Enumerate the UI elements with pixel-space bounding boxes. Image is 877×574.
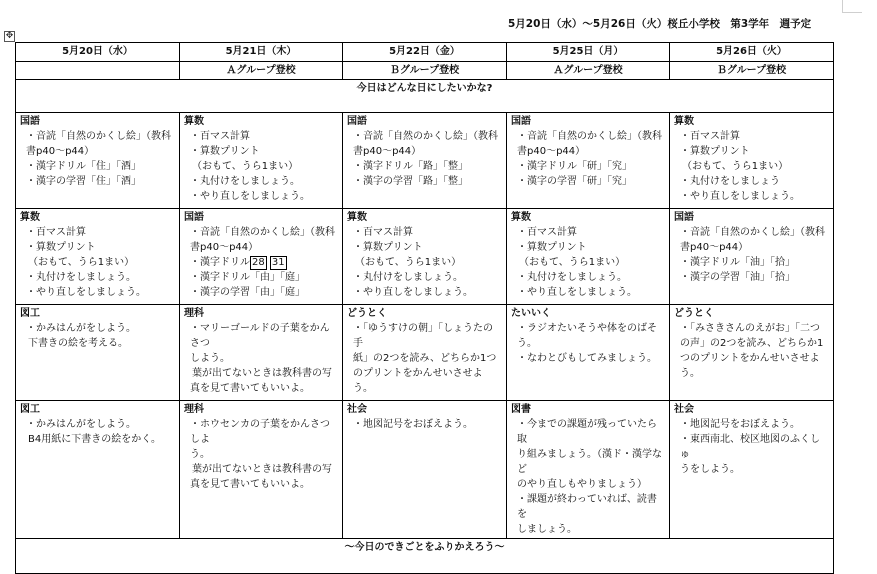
subject-label: どうとく — [347, 308, 387, 319]
lesson-line: ・百マス計算 — [517, 227, 577, 238]
subject-label: 理科 — [184, 308, 204, 319]
subject-label: 算数 — [511, 212, 531, 223]
lesson-line: ・算数プリント — [353, 242, 423, 253]
lesson-line: （おもて、うら1まい） — [355, 257, 462, 268]
lesson-line: ・丸付けをしましょう — [680, 176, 780, 187]
lesson-line: 書p40～p44） — [680, 242, 749, 253]
lesson-line: ・漢字ドリル「由」「庭」 — [190, 272, 305, 283]
subject-label: 算数 — [184, 116, 204, 127]
lesson-line: ・やり直しをしましょう。 — [353, 287, 473, 298]
day-header: 5月26日（火） — [670, 43, 834, 62]
lesson-line: ・音読「自然のかくし絵」（教科 — [680, 227, 825, 238]
lesson-line: 書p40～p44） — [353, 146, 422, 157]
lesson-line: ・音読「自然のかくし絵」（教科 — [26, 131, 171, 142]
lesson-line: しましょう。 — [517, 524, 577, 535]
lesson-line: ・漢字の学習「油」「拾」 — [680, 272, 795, 283]
lesson-line: ・漢字ドリル「研」「究」 — [517, 161, 632, 172]
lesson-line: 葉が出てないときは教科書の写 — [192, 464, 332, 475]
subject-label: 国語 — [674, 212, 694, 223]
margin-guide — [842, 0, 843, 12]
lesson-line: （おもて、うら1まい） — [682, 161, 789, 172]
lesson-line: り組みましょう。（漢ド・漢学など — [517, 449, 662, 475]
period-row-1 — [16, 113, 834, 209]
lesson-cell — [670, 401, 834, 539]
lesson-cell — [180, 401, 343, 539]
lesson-line: ・百マス計算 — [680, 131, 740, 142]
lesson-line: ・今までの課題が残っていたら取 — [517, 419, 657, 445]
theme-row — [16, 80, 834, 113]
lesson-line: ・「ゆうすけの朝」「しょうたの手 — [353, 323, 493, 349]
day-header: 5月22日（金） — [343, 43, 507, 62]
subject-label: 算数 — [20, 212, 40, 223]
period-row-4 — [16, 401, 834, 539]
lesson-cell — [180, 209, 343, 305]
subject-label: どうとく — [674, 308, 714, 319]
lesson-cell — [343, 113, 507, 209]
lesson-cell — [16, 401, 180, 539]
lesson-line: のやり直しもやりましょう） — [517, 479, 647, 490]
subject-label: 理科 — [184, 404, 204, 415]
lesson-line: ・マリーゴールドの子葉をかんさつ — [190, 323, 330, 349]
lesson-line: の声」の2つを読み、どちらか1 — [680, 338, 824, 349]
subject-label: たいいく — [511, 308, 551, 319]
table-move-icon[interactable]: ✥ — [5, 31, 14, 41]
lesson-line: 葉が出てないときは教科書の写 — [192, 368, 332, 379]
lesson-line: ・やり直しをしましょう。 — [26, 287, 146, 298]
lesson-line: ・なわとびもしてみましょう。 — [517, 353, 657, 364]
lesson-cell — [343, 401, 507, 539]
period-row-2 — [16, 209, 834, 305]
lesson-line: ・ラジオたいそうや体をのばそう。 — [517, 323, 657, 349]
lesson-cell — [507, 305, 670, 401]
lesson-cell — [670, 113, 834, 209]
group-cell: Ｂグループ登校 — [670, 62, 834, 80]
lesson-line: ・丸付けをしましょう。 — [190, 176, 300, 187]
lesson-cell — [16, 305, 180, 401]
group-cell: Ａグループ登校 — [507, 62, 670, 80]
subject-label: 算数 — [674, 116, 694, 127]
subject-label: 国語 — [184, 212, 204, 223]
lesson-cell — [343, 305, 507, 401]
lesson-line: （おもて、うら1まい） — [192, 161, 299, 172]
lesson-line: ・漢字の学習「研」「究」 — [517, 176, 632, 187]
lesson-line: ・漢字ドリル「路」「整」 — [353, 161, 468, 172]
lesson-cell — [670, 209, 834, 305]
lesson-cell — [180, 113, 343, 209]
lesson-line: ・地図記号をおぼえよう。 — [353, 419, 473, 430]
period-row-3 — [16, 305, 834, 401]
lesson-line: ・漢字ドリル「住」「酒」 — [26, 161, 141, 172]
subject-label: 社会 — [674, 404, 694, 415]
margin-guide — [842, 12, 862, 13]
lesson-line: ・算数プリント — [680, 146, 750, 157]
lesson-line: ・漢字の学習「路」「整」 — [353, 176, 468, 187]
lesson-line: 紙」の2つを読み、どちらか1つ — [353, 353, 497, 364]
lesson-line: ・百マス計算 — [26, 227, 86, 238]
lesson-line: ・丸付けをしましょう。 — [353, 272, 463, 283]
lesson-line: 真を見て書いてもいいよ。 — [190, 479, 310, 490]
lesson-line: ・東西南北、校区地図のふくしゅ — [680, 434, 820, 460]
lesson-line: ・地図記号をおぼえよう。 — [680, 419, 800, 430]
lesson-cell — [670, 305, 834, 401]
page-box-end: 31 — [271, 257, 285, 268]
lesson-cell — [180, 305, 343, 401]
lesson-line: ・かみはんがをしよう。 — [26, 323, 136, 334]
subject-label: 算数 — [347, 212, 367, 223]
lesson-line: ・課題が終わっていれば、読書を — [517, 494, 657, 520]
group-cell: Ａグループ登校 — [180, 62, 343, 80]
lesson-line: 書p40～p44） — [26, 146, 95, 157]
lesson-line — [184, 255, 338, 270]
schedule-table — [15, 42, 834, 574]
reflection-prompt: ～今日のできごとをふりかえろう～ — [16, 539, 834, 574]
lesson-line: ・かみはんがをしよう。 — [26, 419, 136, 430]
subject-label: 国語 — [511, 116, 531, 127]
lesson-line: ・算数プリント — [26, 242, 96, 253]
lesson-cell — [507, 113, 670, 209]
group-cell: Ｂグループ登校 — [343, 62, 507, 80]
subject-label: 社会 — [347, 404, 367, 415]
lesson-line: ・漢字ドリル「油」「拾」 — [680, 257, 795, 268]
day-header: 5月25日（月） — [507, 43, 670, 62]
drill-label: ・漢字ドリル — [190, 257, 250, 268]
lesson-line: ・音読「自然のかくし絵」（教科 — [353, 131, 498, 142]
lesson-line: のプリントをかんせいさせよう。 — [353, 368, 483, 394]
lesson-line: ・丸付けをしましょう。 — [26, 272, 136, 283]
lesson-cell — [507, 209, 670, 305]
subject-label: 図書 — [511, 404, 531, 415]
lesson-line: ・漢字の学習「住」「酒」 — [26, 176, 141, 187]
lesson-line: B4用紙に下書きの絵をかく。 — [28, 434, 162, 445]
lesson-line: ・算数プリント — [190, 146, 260, 157]
daily-theme: 今日はどんな日にしたいかな? — [16, 80, 834, 113]
lesson-line: う。 — [190, 449, 210, 460]
lesson-line: ・「みさきさんのえがお」「二つ — [680, 323, 820, 334]
lesson-line: ・やり直しをしましょう。 — [190, 191, 310, 202]
lesson-line: しよう。 — [190, 353, 230, 364]
lesson-line: ・ホウセンカの子葉をかんさつしよ — [190, 419, 330, 445]
subject-label: 国語 — [20, 116, 40, 127]
reflection-row — [16, 539, 834, 574]
lesson-line: ・音読「自然のかくし絵」（教科 — [517, 131, 662, 142]
lesson-cell — [343, 209, 507, 305]
lesson-line: ・百マス計算 — [190, 131, 250, 142]
lesson-line: うをしよう。 — [680, 464, 740, 475]
subject-label: 国語 — [347, 116, 367, 127]
lesson-line: ・やり直しをしましょう。 — [680, 191, 800, 202]
lesson-line: ・算数プリント — [517, 242, 587, 253]
day-header-row — [16, 43, 834, 62]
lesson-line: つのプリントをかんせいさせよう。 — [680, 353, 820, 379]
lesson-cell — [16, 209, 180, 305]
group-row — [16, 62, 834, 80]
subject-label: 図工 — [20, 404, 40, 415]
lesson-line: ・丸付けをしましょう。 — [517, 272, 627, 283]
lesson-line: 書p40～p44） — [517, 146, 586, 157]
lesson-line: 真を見て書いてもいいよ。 — [190, 383, 310, 394]
day-header: 5月21日（木） — [180, 43, 343, 62]
lesson-line: ・やり直しをしましょう。 — [517, 287, 637, 298]
day-header: 5月20日（水） — [16, 43, 180, 62]
lesson-line: （おもて、うら1まい） — [519, 257, 626, 268]
page-box-start: 28 — [252, 257, 265, 268]
lesson-cell — [507, 401, 670, 539]
lesson-line: ・音読「自然のかくし絵」（教科 — [190, 227, 335, 238]
subject-label: 図工 — [20, 308, 40, 319]
lesson-line: （おもて、うら1まい） — [28, 257, 135, 268]
lesson-line: ・百マス計算 — [353, 227, 413, 238]
lesson-line: 下書きの絵を考える。 — [28, 338, 128, 349]
lesson-line: ・漢字の学習「由」「庭」 — [190, 287, 305, 298]
group-cell — [16, 62, 180, 80]
lesson-cell — [16, 113, 180, 209]
lesson-line: 書p40～p44） — [190, 242, 259, 253]
page-title: 5月20日（水）～5月26日（火）桜丘小学校 第3学年 週予定 — [508, 18, 812, 30]
